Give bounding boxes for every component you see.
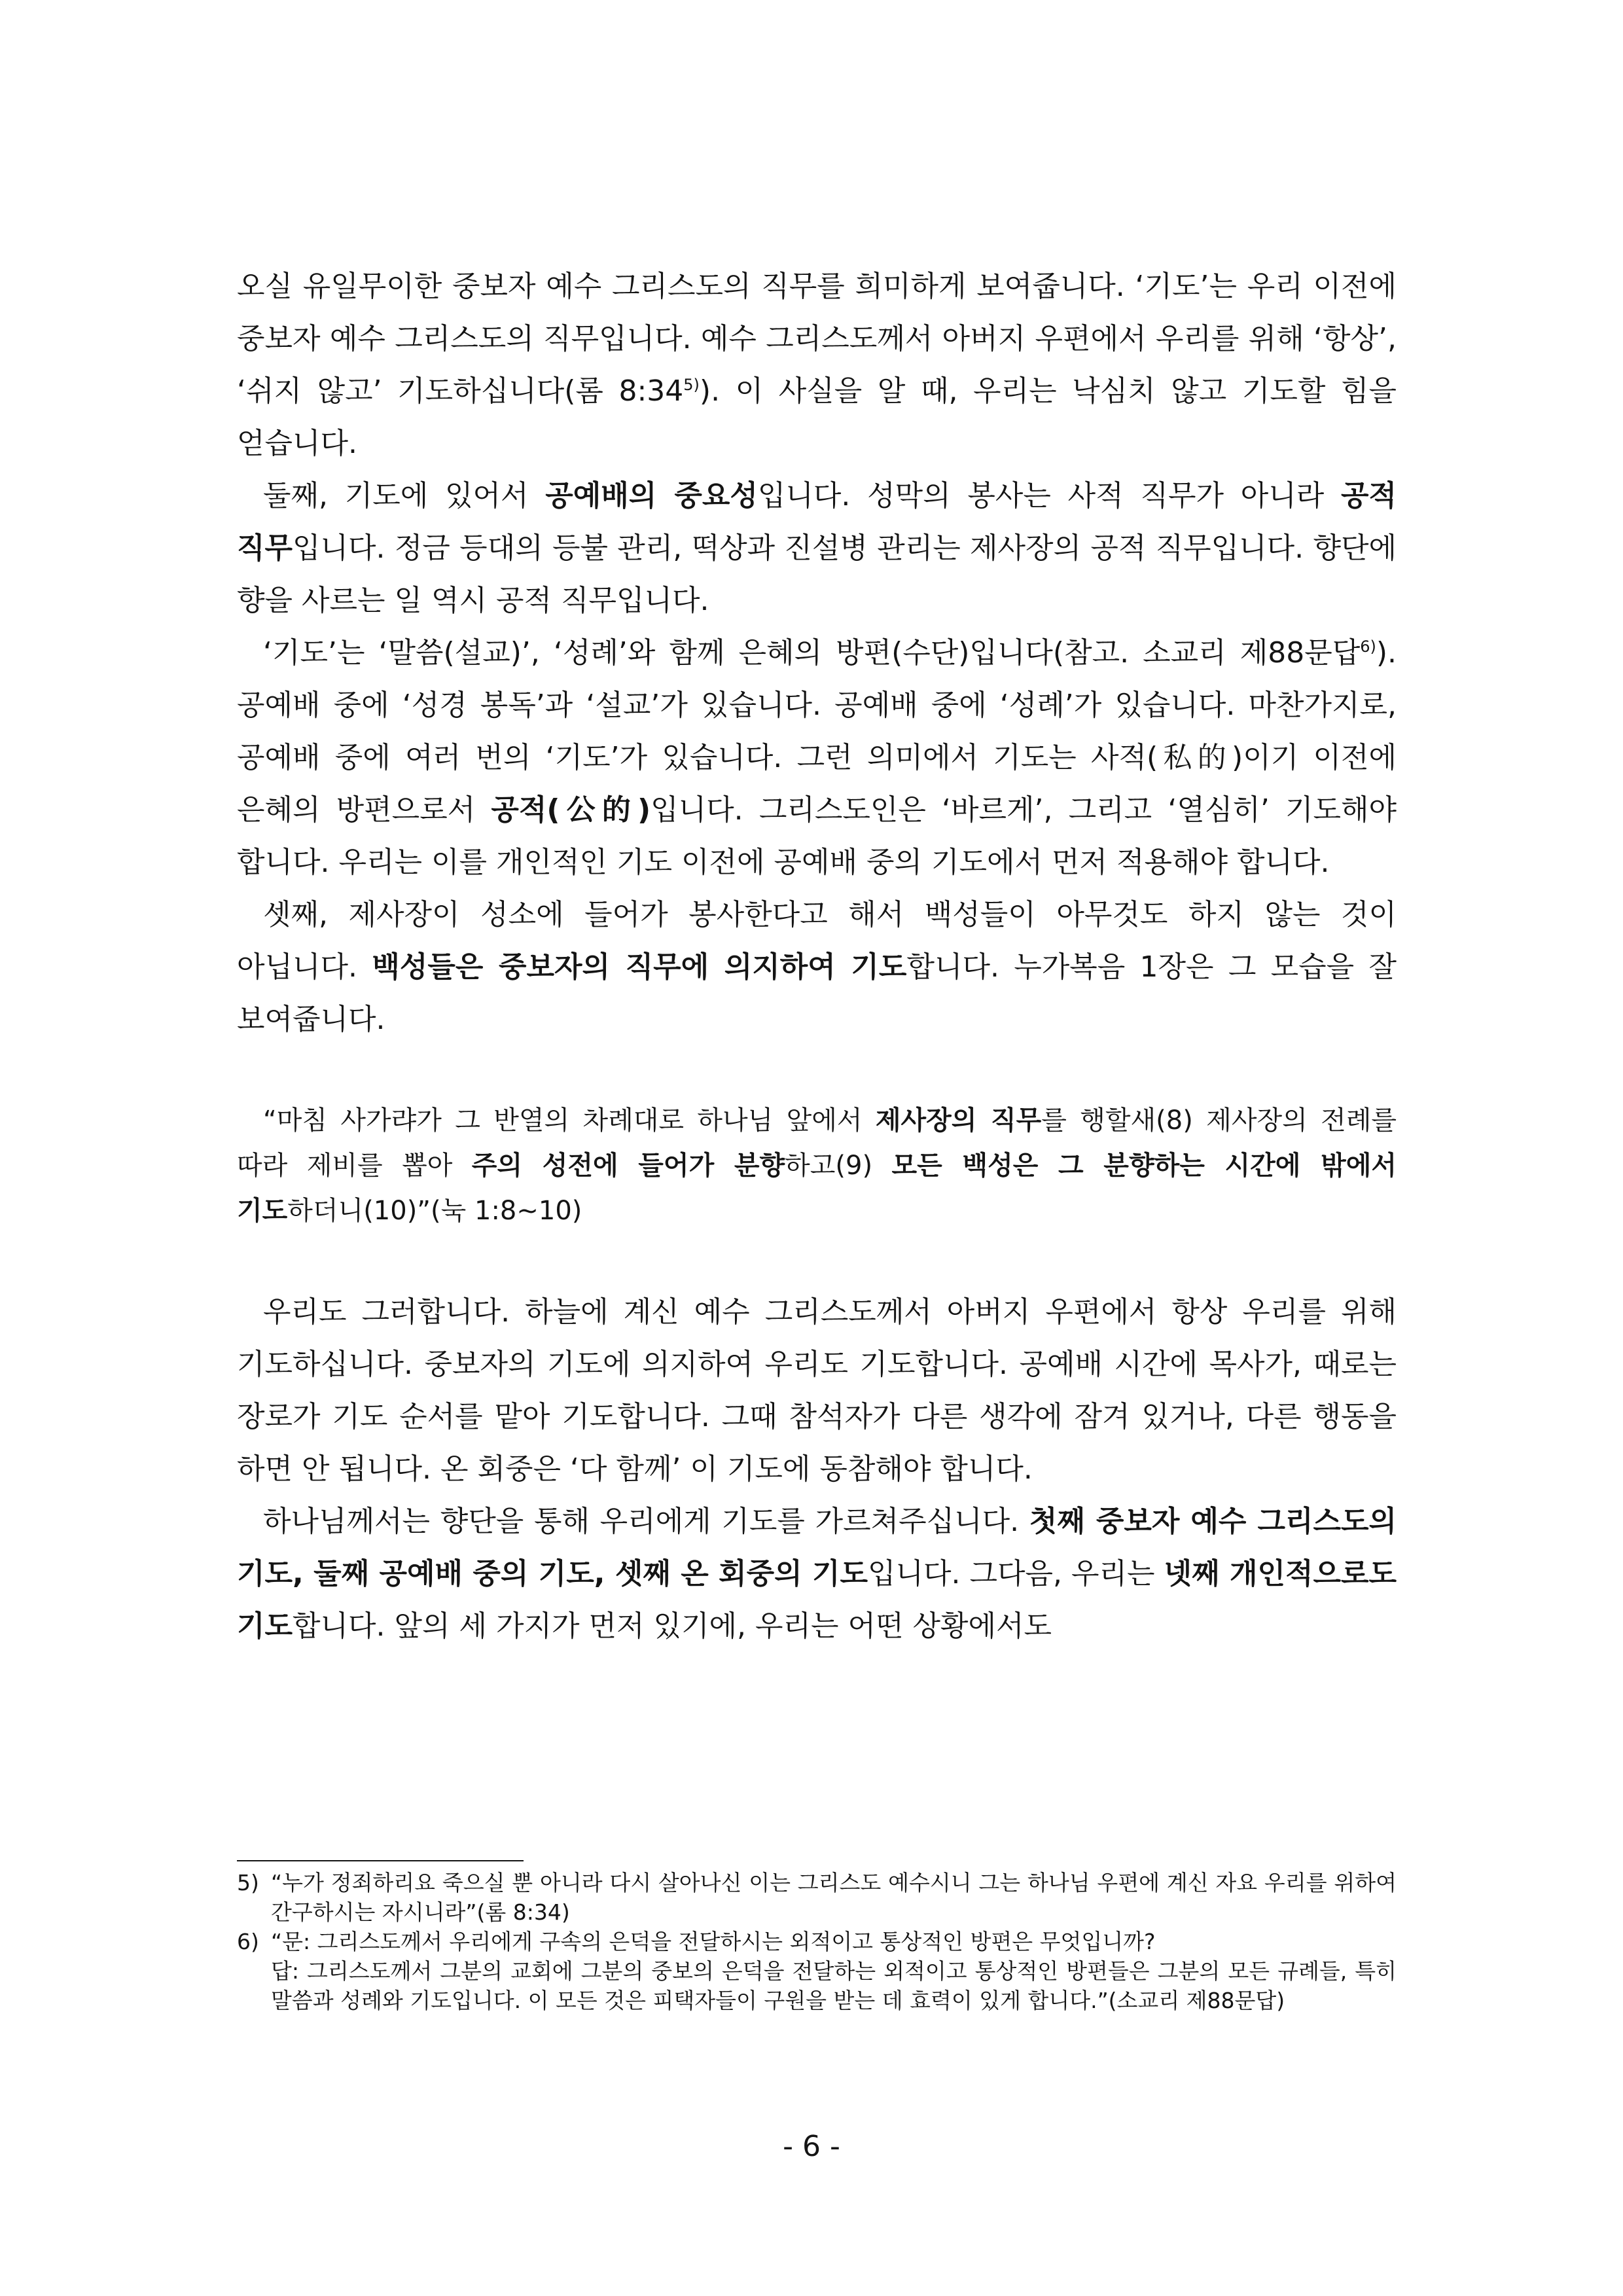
paragraph-2-text: 입니다. 정금 등대의 등불 관리, 떡상과 진설병 관리는 제사장의 공적 직무입니다. 향단에 향을 사르는 일 역시 공적 직무입니다. xyxy=(237,531,1397,617)
footnote-divider xyxy=(237,1860,524,1861)
paragraph-6-text: 합니다. 앞의 세 가지가 먼저 있기에, 우리는 어떤 상황에서도 xyxy=(293,1609,1052,1643)
paragraph-1-text: 오실 유일무이한 중보자 예수 그리스도의 직무를 희미하게 보여줍니다. ‘기도’는 우리 이전에 중보자 예수 그리스도의 직무입니다. 예수 그리스도께서 아버지 우편에서 우리를 위해 ‘항상’, ‘쉬지 않고’ 기도하십니다(롬 8:34 xyxy=(237,270,1397,408)
footnote-text-line: “누가 정죄하리요 죽으실 뿐 아니라 다시 살아나신 이는 그리스도 예수시니 그는 하나님 우편에 계신 자요 우리를 위하여 간구하시는 자시니라”(롬 8:34) xyxy=(271,1870,1397,1925)
quote-emphasis: 제사장의 직무 xyxy=(875,1105,1042,1136)
paragraph-5: 우리도 그러합니다. 하늘에 계신 예수 그리스도께서 아버지 우편에서 항상 우리를 위해 기도하십니다. 중보자의 기도에 의지하여 우리도 기도합니다. 공예배 시간에 목사가, 때로는 장로가 기도 순서를 맡아 기도합니다. 그때 참석자가 다른 생각에 잠겨 있거나, 다른 행동을 하면 안 됩니다. 온 회중은 ‘다 함께’ 이 기도에 동참해야 합니다. xyxy=(237,1295,1397,1486)
footnote-ref-5[interactable]: 5) xyxy=(683,376,700,394)
footnote-number: 5) xyxy=(237,1870,259,1895)
paragraph-2-text: 둘째, 기도에 있어서 xyxy=(263,479,546,512)
quote-text: 하더니(10)”(눅 1:8~10) xyxy=(287,1196,582,1226)
paragraph-2-text: 입니다. 성막의 봉사는 사적 직무가 아니라 xyxy=(757,479,1341,512)
paragraph-6-emphasis: 첫째 중보자 예수 그리스도의 기도, 둘째 공예배 중의 기도, 셋째 온 회중의 기도 xyxy=(237,1505,1397,1590)
scripture-quote xyxy=(237,1098,1397,1234)
quote-emphasis: 모든 백성은 그 분향하는 시간에 밖에서 기도 xyxy=(237,1151,1397,1226)
paragraph-3-emphasis: 공적(公的) xyxy=(491,793,651,827)
quote-emphasis: 주의 성전에 들어가 분향 xyxy=(471,1151,785,1181)
footnotes xyxy=(237,1860,1397,2015)
paragraph-4-emphasis: 백성들은 중보자의 직무에 의지하여 기도 xyxy=(372,950,907,984)
paragraph-2-emphasis: 공적 직무 xyxy=(237,479,1397,565)
footnote-text xyxy=(271,1927,1397,2015)
body-text xyxy=(237,260,1397,1653)
footnote-text-line: “문: 그리스도께서 우리에게 구속의 은덕을 전달하시는 외적이고 통상적인 방편은 무엇입니까? xyxy=(271,1929,1156,1954)
paragraph-4-text: 셋째, 제사장이 성소에 들어가 봉사한다고 해서 백성들이 아무것도 하지 않는 것이 아닙니다. xyxy=(237,898,1397,984)
footnote-6 xyxy=(237,1927,1397,2015)
paragraph-3-text: 입니다. 그리스도인은 ‘바르게’, 그리고 ‘열심히’ 기도해야 합니다. 우리는 이를 개인적인 기도 이전에 공예배 중의 기도에서 먼저 적용해야 합니다. xyxy=(237,793,1397,879)
quote-text: 를 행할새(8) 제사장의 전례를 따라 제비를 뽑아 xyxy=(237,1105,1397,1181)
scripture-quote-text xyxy=(237,1098,1397,1234)
paragraph-6-text: 입니다. 그다음, 우리는 xyxy=(867,1557,1164,1590)
paragraph-1-tail: ). 이 사실을 알 때, 우리는 낙심치 않고 기도할 힘을 얻습니다. xyxy=(237,374,1397,460)
paragraph-1 xyxy=(237,260,1397,470)
footnote-text-line: 답: 그리스도께서 그분의 교회에 그분의 중보의 은덕을 전달하는 외적이고 통상적인 방편들은 그분의 모든 규례들, 특히 말씀과 성례와 기도입니다. 이 모든 것은 피택자들이 구원을 받는 데 효력이 있게 합니다.”(소교리 제88문답) xyxy=(271,1958,1397,2013)
page-number: - 6 - xyxy=(783,2130,840,2163)
paragraph-6-emphasis: 넷째 개인적으로도 기도 xyxy=(237,1557,1397,1643)
footnote-number: 6) xyxy=(237,1929,259,1954)
footnote-text xyxy=(271,1868,1397,1927)
paragraph-2-emphasis: 공예배의 중요성 xyxy=(545,479,758,512)
quote-text: 하고(9) xyxy=(785,1151,892,1181)
paragraph-6 xyxy=(237,1496,1397,1653)
paragraph-6-text: 하나님께서는 향단을 통해 우리에게 기도를 가르쳐주십니다. xyxy=(263,1505,1029,1538)
footnote-5 xyxy=(237,1868,1397,1927)
paragraph-3-text: ). 공예배 중에 ‘성경 봉독’과 ‘설교’가 있습니다. 공예배 중에 ‘성례’가 있습니다. 마찬가지로, 공예배 중에 여러 번의 ‘기도’가 있습니다. 그런 의미에서 기도는 사적(私的)이기 이전에 은혜의 방편으로서 xyxy=(237,636,1397,827)
footnote-ref-6[interactable]: 6) xyxy=(1360,637,1376,656)
paragraph-3-text: ‘기도’는 ‘말씀(설교)’, ‘성례’와 함께 은혜의 방편(수단)입니다(참고. 소교리 제88문답 xyxy=(263,636,1361,670)
paragraph-2 xyxy=(237,470,1397,627)
paragraph-4 xyxy=(237,889,1397,1046)
quote-text: “마침 사가랴가 그 반열의 차례대로 하나님 앞에서 xyxy=(263,1105,876,1136)
paragraph-3 xyxy=(237,627,1397,889)
paragraph-4-text: 합니다. 누가복음 1장은 그 모습을 잘 보여줍니다. xyxy=(237,950,1397,1036)
